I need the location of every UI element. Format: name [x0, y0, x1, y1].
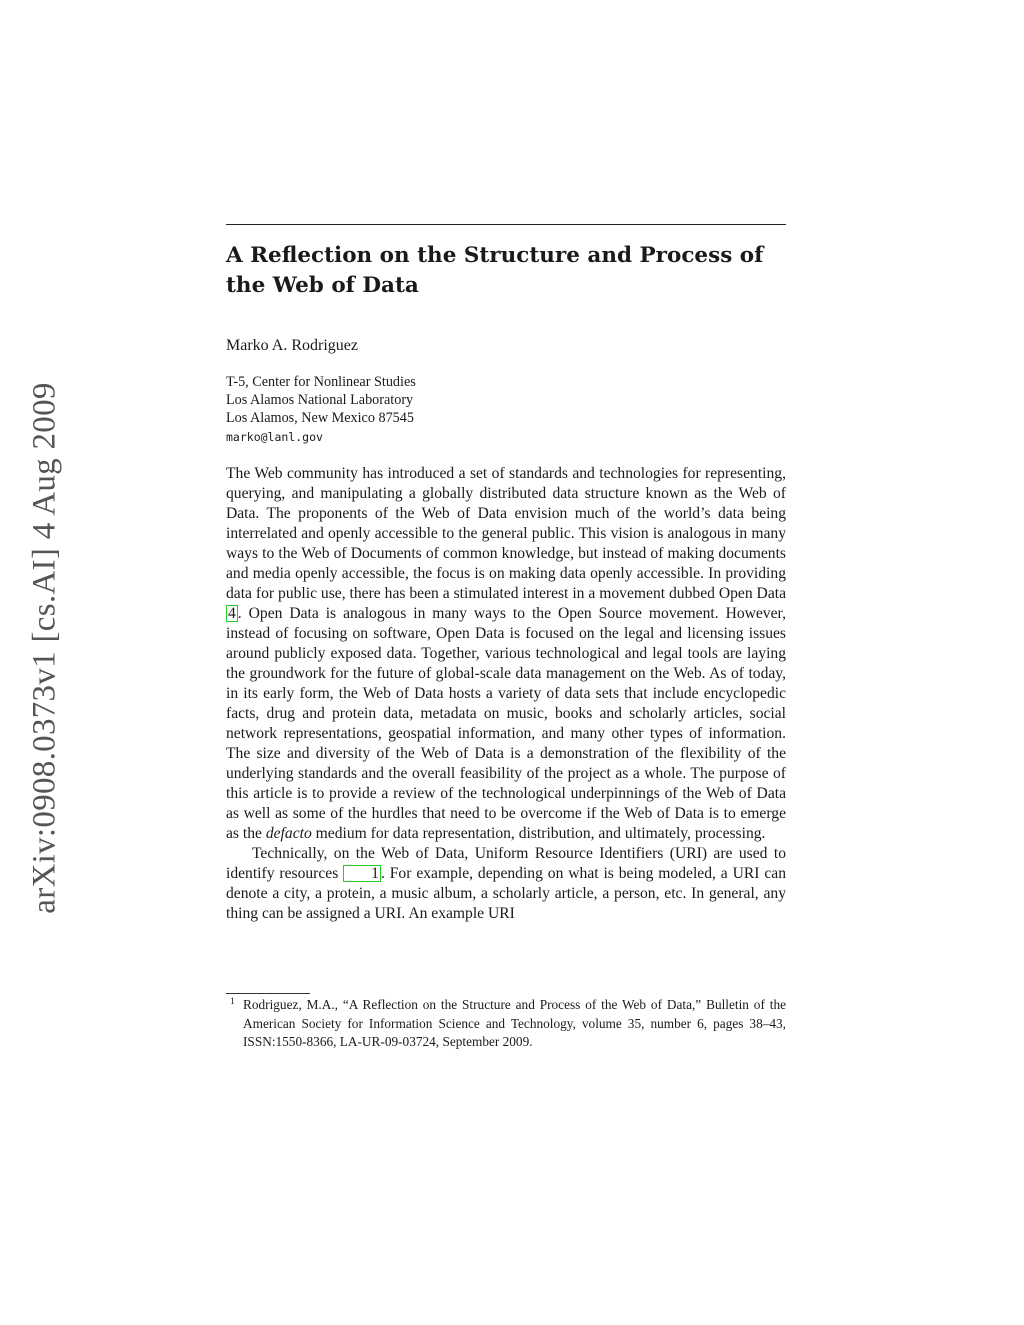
- footnote-rule: [226, 993, 310, 994]
- citation-link-1[interactable]: 1: [343, 865, 381, 882]
- article-body: [226, 464, 786, 924]
- paragraph-1: [226, 464, 786, 844]
- paragraph-1-emphasis: defacto: [265, 825, 312, 842]
- citation-link-4[interactable]: 4: [228, 605, 236, 622]
- title-rule: [226, 224, 786, 225]
- footnote: [226, 996, 786, 1052]
- footnote-text: Rodriguez, M.A., “A Reflection on the Structure and Process of the Web of Data,” Bulletin of the American Society for Information Science and Technology, volume 35, number 6, pages 38–43, ISSN:1550-8366, LA-UR-09-03724, September 2009.: [243, 997, 786, 1049]
- affiliation-address: Los Alamos, New Mexico 87545: [226, 410, 414, 427]
- paragraph-1-text-a: The Web community has introduced a set of standards and technologies for representing, querying, and manipulating a globally distributed data structure known as the Web of Data. The proponents of the Web of Data envision much of the world’s data being interrelated and openly accessible to the general public. This vision is analogous in many ways to the Web of Documents of common knowledge, but instead of making documents and media openly accessible, the focus is on making data openly accessible. In providing data for public use, there has been a stimulated interest in a movement dubbed Open Data: [226, 465, 786, 602]
- affiliation-department: T-5, Center for Nonlinear Studies: [226, 374, 416, 390]
- paper-title: A Reflection on the Structure and Process of the Web of Data: [226, 243, 764, 298]
- paragraph-2: [226, 844, 786, 924]
- affiliation-institution: Los Alamos National Laboratory: [226, 392, 414, 409]
- paragraph-1-text-b: . Open Data is analogous in many ways to the Open Source movement. However, instead of focusing on software, Open Data is focused on the legal and licensing issues around publicly exposed data. Together, various technological and legal tools are laying the groundwork for the future of global-scale data management on the Web. As of today, in its early form, the Web of Data hosts a variety of data sets that include encyclopedic facts, drug and protein data, metadata on music, books and scholarly articles, social network representations, geospatial information, and many other types of information. The size and diversity of the Web of Data is a demonstration of the flexibility of the underlying standards and the overall feasibility of the project as a whole. The purpose of this article is to provide a review of the technological underpinnings of the Web of Data as well as some of the hurdles that need to be overcome if the Web of Data is to emerge as the: [226, 605, 786, 842]
- footnote-marker: 1: [230, 997, 235, 1007]
- paragraph-1-text-c: medium for data representation, distribution, and ultimately, processing.: [311, 825, 766, 842]
- affiliation-block: [226, 373, 416, 446]
- paragraph-2-text-a: Technically, on the Web of Data, Uniform Resource Identifiers (URI) are used to identify resources: [226, 845, 786, 882]
- arxiv-identifier: arXiv:0908.0373v1 [cs.AI] 4 Aug 2009: [26, 382, 63, 914]
- paragraph-2-text-b: . For example, depending on what is being modeled, a URI can denote a city, a protein, a music album, a scholarly article, a person, etc. In general, any thing can be assigned a URI. An example URI: [226, 865, 786, 922]
- author-name: Marko A. Rodriguez: [226, 337, 358, 354]
- author-email[interactable]: marko@lanl.gov: [226, 429, 323, 444]
